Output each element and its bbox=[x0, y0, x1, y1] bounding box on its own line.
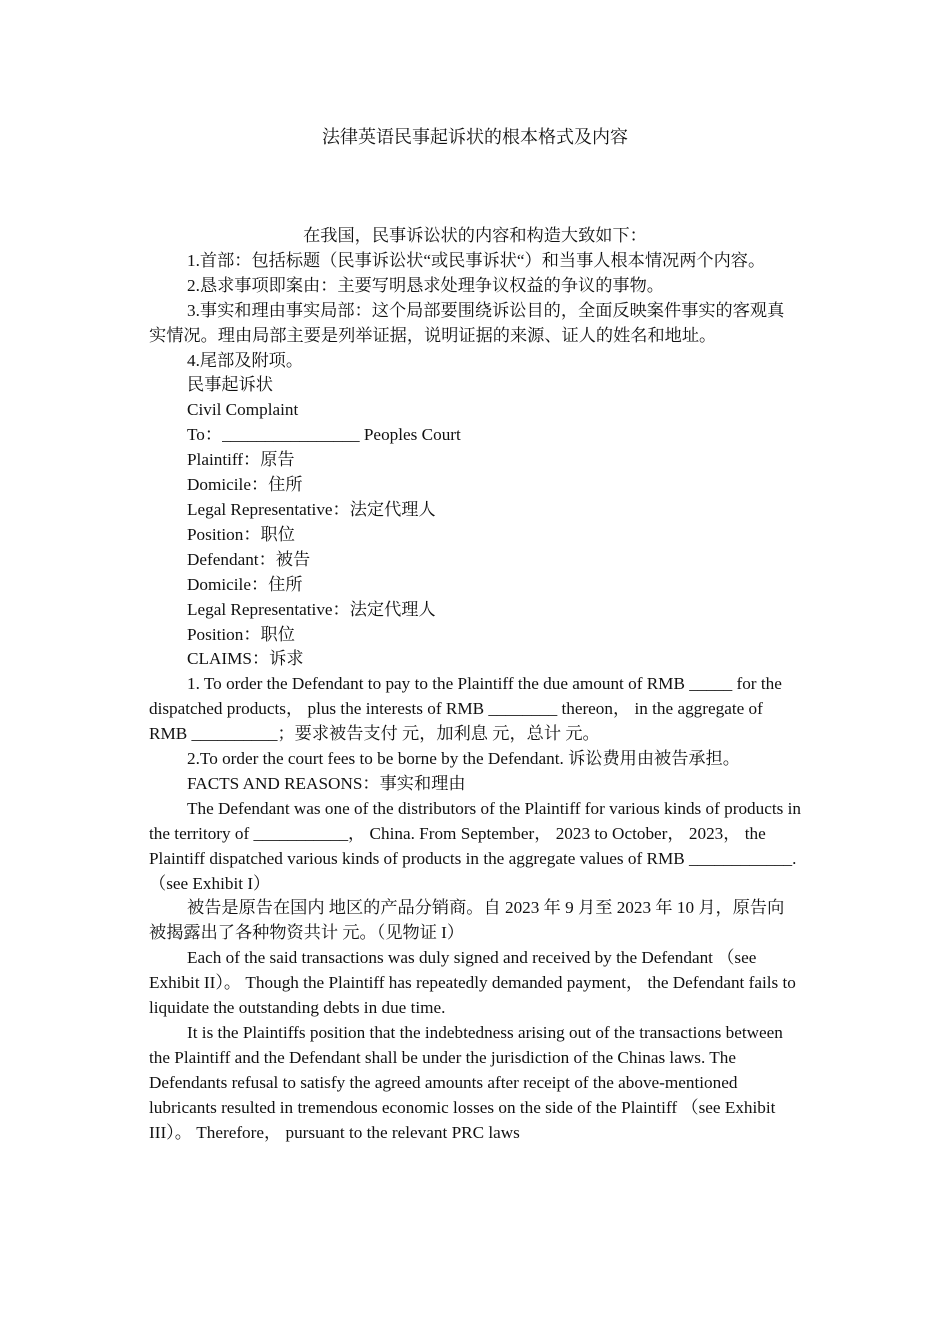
defendant-position-line: Position：职位 bbox=[187, 624, 295, 644]
transactions-paragraph: Each of the said transactions was duly signed and received by the Defendant （see Exhibit II）。 Though the Plaintiff has repeatedly demanded payment， the Defendant fails to liquidate the outstanding debts in due time. bbox=[149, 948, 796, 1018]
facts-paragraph-zh: 被告是原告在国内 地区的产品分销商。自 2023 年 9 月至 2023 年 10 月，原告向被揭露出了各种物资共计 元。（见物证 I） bbox=[149, 898, 785, 943]
complaint-heading-zh: 民事起诉状 bbox=[187, 375, 273, 395]
complaint-heading-en: Civil Complaint bbox=[187, 400, 299, 420]
paragraph-tail-section: 4.尾部及附项。 bbox=[187, 350, 304, 370]
defendant-representative-line: Legal Representative：法定代理人 bbox=[187, 599, 436, 619]
facts-paragraph-en: The Defendant was one of the distributors of the Plaintiff for various kinds of products in the territory of ___________， China. From September， 2023 to October， 2023， the Plaintiff dispatched various kinds of products in the aggregate values of RMB ____________. （see Exhibit I） bbox=[149, 798, 802, 893]
claims-heading: CLAIMS：诉求 bbox=[187, 649, 304, 669]
position-paragraph: It is the Plaintiffs position that the indebtedness arising out of the transactions between the Plaintiff and the Defendant shall be under the jurisdiction of the Chinas laws. The Defendants refusal to satisfy the agreed amounts after receipt of the above-mentioned lubricants resulted in tremendous economic losses on the side of the Plaintiff （see Exhibit III）。 Therefore， pursuant to the relevant PRC laws bbox=[149, 1023, 783, 1142]
plaintiff-position-line: Position：职位 bbox=[187, 524, 295, 544]
claim-2-paragraph: 2.To order the court fees to be borne by the Defendant. 诉讼费用由被告承担。 bbox=[187, 749, 740, 769]
claim-1-paragraph: 1. To order the Defendant to pay to the Plaintiff the due amount of RMB _____ for the dispatched products， plus the interests of RMB ________ thereon， in the aggregate of RMB __________；要求被告支付 元，加利息 元，总计 元。 bbox=[149, 674, 782, 744]
defendant-line: Defendant：被告 bbox=[187, 549, 311, 569]
addressee-line: To：________________ Peoples Court bbox=[187, 425, 461, 445]
paragraph-facts-section: 3.事实和理由事实局部：这个局部要围绕诉讼目的，全面反映案件事实的客观真实情况。理由局部主要是列举证据，说明证据的来源、证人的姓名和地址。 bbox=[149, 300, 785, 345]
document-body bbox=[149, 224, 801, 1146]
paragraph-header-section: 1.首部：包括标题（民事诉讼状“或民事诉状“）和当事人根本情况两个内容。 bbox=[187, 250, 766, 270]
paragraph-claims-section: 2.恳求事项即案由：主要写明恳求处理争议权益的争议的事物。 bbox=[187, 275, 664, 295]
plaintiff-domicile-line: Domicile：住所 bbox=[187, 475, 303, 495]
intro-paragraph: 在我国，民事诉讼状的内容和构造大致如下： bbox=[303, 226, 647, 245]
plaintiff-representative-line: Legal Representative：法定代理人 bbox=[187, 499, 436, 519]
document-title: 法律英语民事起诉状的根本格式及内容 bbox=[322, 127, 628, 147]
facts-heading: FACTS AND REASONS：事实和理由 bbox=[187, 773, 466, 793]
defendant-domicile-line: Domicile：住所 bbox=[187, 574, 303, 594]
plaintiff-line: Plaintiff：原告 bbox=[187, 450, 295, 470]
